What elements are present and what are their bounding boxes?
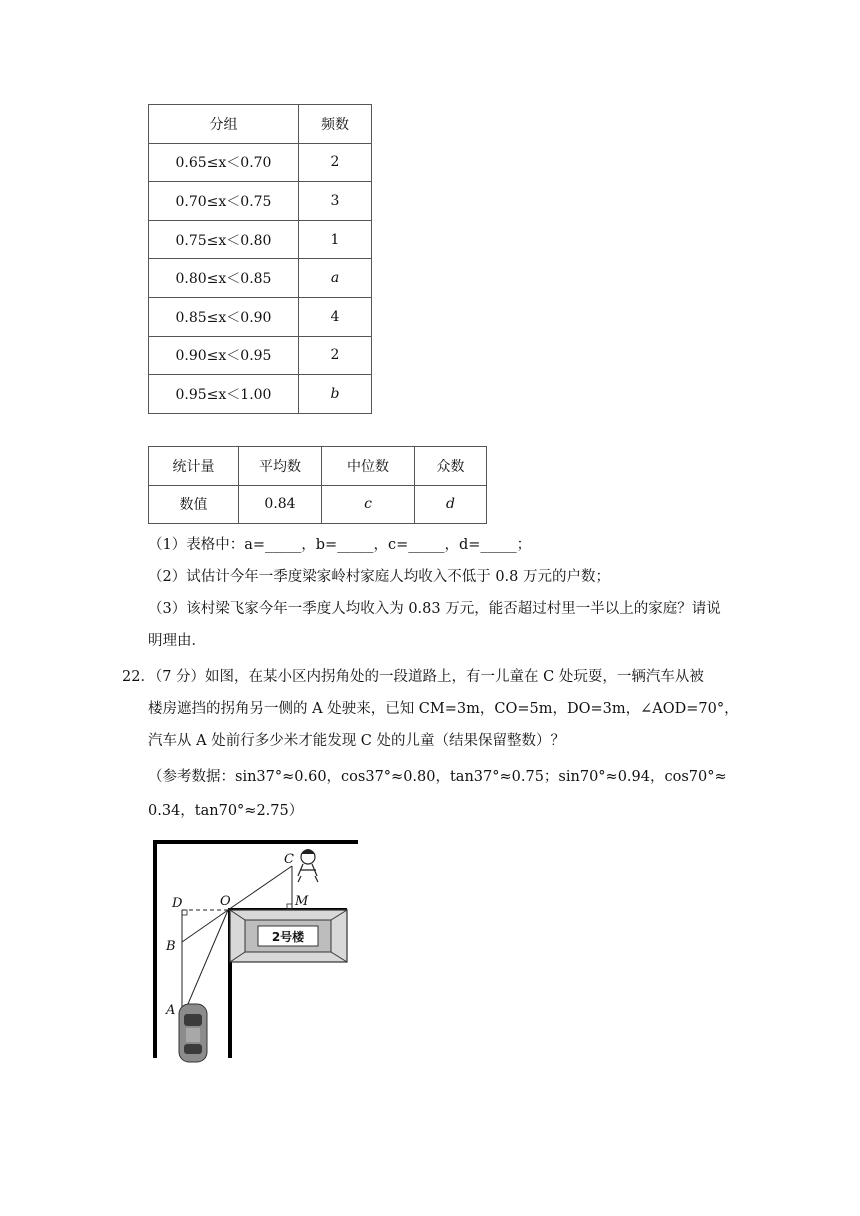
count-cell: 2 (299, 143, 372, 182)
point-a-label: A (166, 1003, 176, 1018)
reference-data-line-2: 0.34，tan70°≈2.75） (148, 803, 304, 819)
building-label: 2号楼 (271, 930, 305, 944)
group-cell: 0.70≤x＜0.75 (149, 182, 299, 221)
frequency-table (148, 104, 372, 414)
group-cell: 0.95≤x＜1.00 (149, 375, 299, 414)
stat-row-label: 数值 (149, 485, 239, 524)
stat-header-label: 统计量 (149, 447, 239, 486)
stat-header-mode: 众数 (415, 447, 487, 486)
frequency-row (149, 220, 372, 259)
problem-22-line-2: 楼房遮挡的拐角另一侧的 A 处驶来，已知 CM=3m，CO=5m，DO=3m，∠AOD=70°， (148, 701, 739, 717)
right-angle-d (182, 910, 187, 915)
frequency-row (149, 143, 372, 182)
frequency-row (149, 182, 372, 221)
group-cell: 0.85≤x＜0.90 (149, 297, 299, 336)
car-icon (179, 1004, 207, 1062)
group-cell: 0.65≤x＜0.70 (149, 143, 299, 182)
statistics-table (148, 446, 487, 524)
point-o-label: O (220, 894, 231, 909)
group-cell: 0.80≤x＜0.85 (149, 259, 299, 298)
child-figure (298, 849, 318, 882)
stat-mode-value: d (415, 485, 487, 524)
frequency-row (149, 259, 372, 298)
point-c-label: C (284, 852, 294, 867)
count-cell: a (299, 259, 372, 298)
problem-22-line-3: 汽车从 A 处前行多少米才能发现 C 处的儿童（结果保留整数）？ (148, 733, 566, 749)
stat-header-mean: 平均数 (239, 447, 322, 486)
header-group: 分组 (149, 105, 299, 144)
question-3-line-1: （3）该村梁飞家今年一季度人均收入为 0.83 万元，能否超过村里一半以上的家庭？请说 (148, 601, 721, 617)
building-2 (230, 910, 347, 962)
statistics-header-row (149, 447, 487, 486)
road-corner-diagram (140, 832, 370, 1068)
point-m-label: M (295, 894, 309, 909)
count-cell: b (299, 375, 372, 414)
count-cell: 2 (299, 336, 372, 375)
group-cell: 0.90≤x＜0.95 (149, 336, 299, 375)
count-cell: 4 (299, 297, 372, 336)
frequency-row (149, 336, 372, 375)
point-d-label: D (172, 896, 183, 911)
statistics-value-row (149, 485, 487, 524)
problem-22-line-1: 22．（7 分）如图，在某小区内拐角处的一段道路上，有一儿童在 C 处玩耍，一辆汽车从被 (122, 669, 704, 685)
stat-mean-value: 0.84 (239, 485, 322, 524)
question-3-line-2: 明理由． (148, 633, 206, 649)
group-cell: 0.75≤x＜0.80 (149, 220, 299, 259)
frequency-row (149, 297, 372, 336)
count-cell: 1 (299, 220, 372, 259)
frequency-table-header (149, 105, 372, 144)
point-b-label: B (166, 939, 176, 954)
frequency-row (149, 375, 372, 414)
count-cell: 3 (299, 182, 372, 221)
stat-header-median: 中位数 (322, 447, 415, 486)
question-1: （1）表格中：a=_____，b=_____，c=_____，d=_____； (148, 537, 532, 553)
header-count: 频数 (299, 105, 372, 144)
question-2: （2）试估计今年一季度梁家岭村家庭人均收入不低于 0.8 万元的户数； (148, 569, 611, 585)
segment-oc (228, 866, 292, 910)
stat-median-value: c (322, 485, 415, 524)
reference-data-line-1: （参考数据：sin37°≈0.60，cos37°≈0.80，tan37°≈0.75；sin70°≈0.94，cos70°≈ (148, 769, 727, 785)
